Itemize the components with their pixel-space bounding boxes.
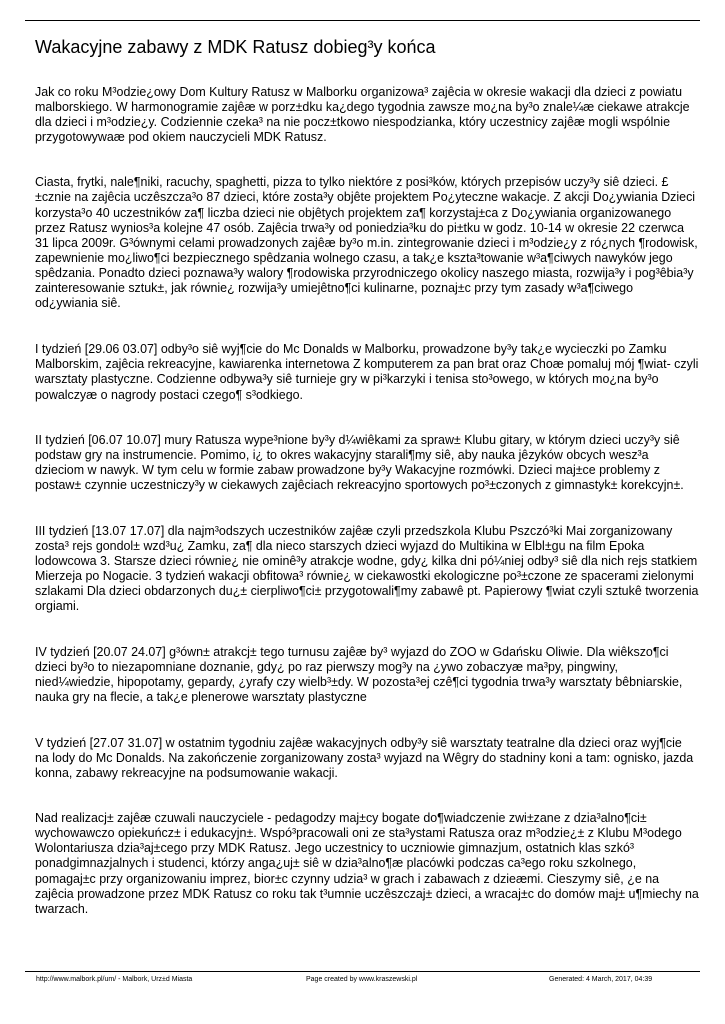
article-title: Wakacyjne zabawy z MDK Ratusz dobieg³y końca bbox=[35, 37, 436, 57]
paragraph-week-5: V tydzień [27.07 31.07] w ostatnim tygodniu zajêæ wakacyjnych odby³y siê warsztaty teatralne dla dzieci oraz wyj¶cie na lody do Mc Donalds. Na zakończenie zorganizowany zosta³ wyjazd na Wêgry do stadniny koni a tam: ognisko, jazda konna, zabawy rekreacyjne na podsumowanie wakacji. bbox=[35, 735, 694, 781]
paragraph-week-4: IV tydzień [20.07 24.07] g³ówn± atrakcj± tego turnusu zajêæ by³ wyjazd do ZOO w Gdańsku Oliwie. Dla wiêkszo¶ci dzieci by³o to niezapomniane doznanie, gdy¿ po raz pierwszy mog³y na ¿ywo zobaczyæ ma³py, pingwiny, nied¼wiedzie, hipopotamy, gepardy, ¿yrafy czy wielb³±dy. W pozosta³ej czê¶ci tygodnia trwa³y warsztaty bêbniarskie, nauka gry na flecie, a tak¿e plenerowe warsztaty plastyczne bbox=[35, 644, 683, 704]
footer-generated-date: Generated: 4 March, 2017, 04:39 bbox=[549, 976, 653, 983]
paragraph-meals: Ciasta, frytki, nale¶niki, racuchy, spaghetti, pizza to tylko niektóre z posi³ków, których przepisów uczy³y siê dzieci. £±cznie na zajêcia uczêszcza³o 87 dzieci, które zosta³y objête projektem Po¿yteczne wakacje. Z akcji Do¿ywiania Dzieci korzysta³o 40 uczestników za¶ liczba dzieci nie objêtych projektem za¶ korzystaj±ca z Do¿ywiania organizowanego przez Ratusz wynios³a kolejne 47 osób. Zajêcia trwa³y od poniedzia³ku do pi±tku w godz. 10-14 w okresie 22 czerwca 31 lipca 2009r. G³ównymi celami prowadzonych zajêæ by³o m.in. zintegrowanie dzieci i m³odzie¿y z ró¿nych ¶rodowisk, zapewnienie mo¿liwo¶ci bezpiecznego spêdzania wolnego czasu, a tak¿e kszta³towanie w³a¶ciwych nawyków jego spêdzania. Ponadto dzieci poznawa³y walory ¶rodowiska przyrodniczego okolicy naszego miasta, rozwija³y i pog³êbia³y zainteresowanie sztuk±, jak równie¿ rozwija³y umiejêtno¶ci kulinarne, poznaj±c przy tym zasady w³a¶ciwego od¿ywiania siê. bbox=[35, 175, 698, 311]
paragraph-intro: Jak co roku M³odzie¿owy Dom Kultury Ratusz w Malborku organizowa³ zajêcia w okresie wakacji dla dzieci z powiatu malborskiego. W harmonogramie zajêæ w porz±dku ka¿dego tygodnia zawsze mo¿na by³o znale¼æ ciekawe atrakcje dla dzieci i m³odzie¿y. Codziennie czeka³ na nie pocz±tkowo niespodzianka, który uczestnicy zajêæ mogli wspólnie przygotowywaæ pod okiem nauczycieli MDK Ratusz. bbox=[35, 85, 690, 145]
paragraph-summary: Nad realizacj± zajêæ czuwali nauczyciele - pedagodzy maj±cy bogate do¶wiadczenie zwi±zane z dzia³alno¶ci± wychowawczo opiekuńcz± i edukacyjn±. Wspó³pracowali oni ze sta³ystami Ratusza oraz m³odzie¿± z Klubu M³odego Wolontariusza dzia³aj±cego przy MDK Ratusz. Jego uczestnicy to uczniowie gimnazjum, ostatnich klas szkó³ ponadgimnazjalnych i studenci, którzy anga¿uj± siê w dzia³alno¶æ placówki podczas ca³ego roku szkolnego, pomagaj±c przy organizowaniu imprez, bior±c czynny udzia³ w grach i zabawach z dzieæmi. Cieszymy siê, ¿e na zajêcia prowadzone przez MDK Ratusz co roku tak t³umnie uczêszczaj± dzieci, a wracaj±c do domów maj± u¶miechy na twarzach. bbox=[35, 811, 699, 916]
header-rule bbox=[25, 20, 700, 21]
footer-source-link[interactable]: http://www.malbork.pl/um/ - Malbork, Urz±d Miasta bbox=[36, 976, 193, 983]
paragraph-week-2: II tydzień [06.07 10.07] mury Ratusza wype³nione by³y d¼wiêkami za spraw± Klubu gitary, w którym dzieci uczy³y siê podstaw gry na instrumencie. Pomimo, i¿ to okres wakacyjny starali¶my siê, aby nauka jêzyków obcych wesz³a dzieciom w nawyk. W tym celu w formie zabaw prowadzone by³y Wakacyjne rozmówki. Dzieci maj±ce problemy z postaw± czynnie uczestniczy³y w ciekawych zajêciach rekreacyjno sportowych po³±czonych z gimnastyk± korekcyjn±. bbox=[35, 432, 684, 492]
paragraph-week-3: III tydzień [13.07 17.07] dla najm³odszych uczestników zajêæ czyli przedszkola Klubu Pszczó³ki Mai zorganizowany zosta³ rejs gondol± wzd³u¿ Zamku, za¶ dla nieco starszych dzieci wyjazd do Multikina w Elbl±gu na film Epoka lodowcowa 3. Starsze dzieci równie¿ nie ominê³y atrakcje wodne, gdy¿ kilka dni pó¼niej odby³ siê dla nich rejs statkiem Mierzeja po Nogacie. 3 tydzień wakacji obfitowa³ równie¿ w ciekawostki ekologiczne po³±czone ze spacerami zielonymi szlakami Dla dzieci obdarzonych du¿± cierpliwo¶ci± przygotowali¶my zabawê pt. Papierowy ¶wiat czyli sztukê tworzenia orgiami. bbox=[35, 523, 699, 614]
footer-created-by: Page created by www.kraszewski.pl bbox=[306, 976, 418, 983]
footer-rule bbox=[25, 971, 700, 972]
paragraph-week-1: I tydzień [29.06 03.07] odby³o siê wyj¶cie do Mc Donalds w Malborku, prowadzone by³y tak¿e wycieczki po Zamku Malborskim, zajêcia rekreacyjne, kawiarenka internetowa Z komputerem za pan brat oraz Choæ pomaluj mój ¶wiat- czyli warsztaty plastyczne. Codzienne odbywa³y siê turnieje gry w pi³karzyki i tenisa sto³owego, w których mo¿na by³o powalczyæ o nagrody postaci czego¶ s³odkiego. bbox=[35, 342, 699, 402]
article-body bbox=[35, 85, 699, 947]
